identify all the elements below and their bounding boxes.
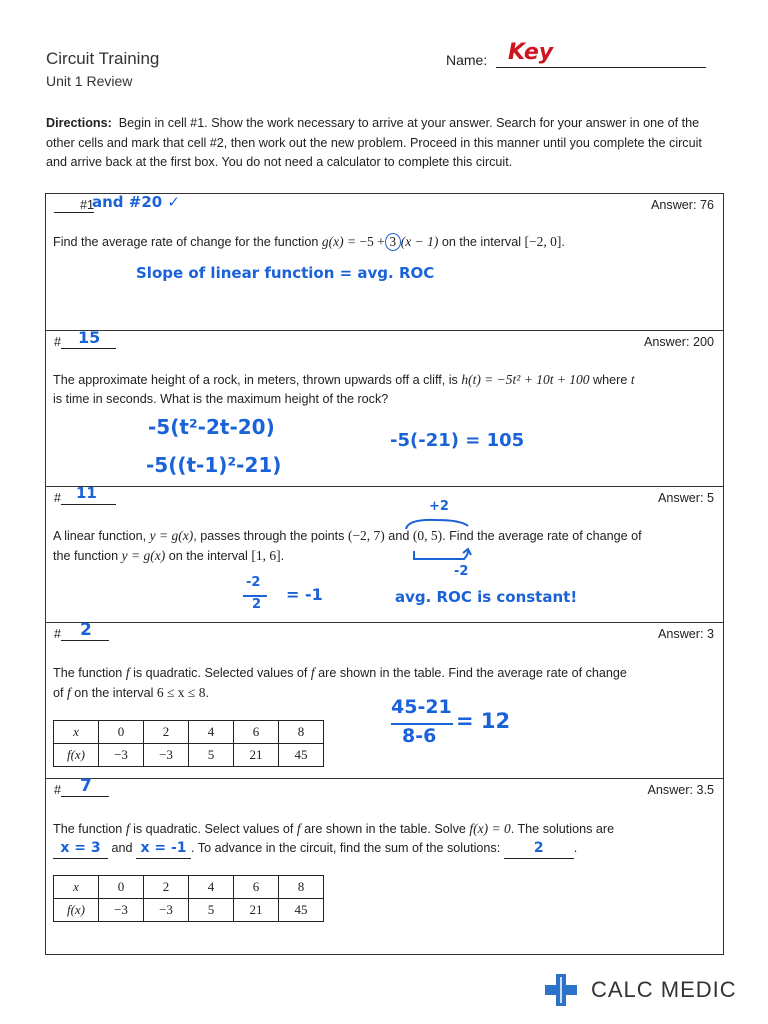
handwritten-work: -5((t-1)²-21) <box>146 453 282 477</box>
handwritten-cell-number: 7 <box>80 776 92 796</box>
cell-answer: Answer: 5 <box>658 491 714 505</box>
handwritten-work: 8-6 <box>402 725 437 747</box>
handwritten-work: Slope of linear function = avg. ROC <box>136 264 435 282</box>
values-table <box>53 875 324 922</box>
circuit-cell-2 <box>45 330 724 487</box>
bracket-arrows-icon <box>396 515 476 565</box>
handwritten-work: = 12 <box>456 709 511 733</box>
circled-slope: 3 <box>385 233 401 251</box>
solution-blank-1: x = 3 <box>53 839 108 859</box>
question-text: Find the average rate of change for the function g(x) = −5 + 3 (x − 1) on the interval [−2, 0]. <box>53 234 565 249</box>
calc-medic-logo <box>545 974 737 1006</box>
question-text: The approximate height of a rock, in meters, thrown upwards off a cliff, is h(t) = −5t² + 10t + 100 where t is time in seconds. What is the maximum height of the rock? <box>53 372 635 406</box>
name-handwritten-key: Key <box>508 40 554 65</box>
circuit-cell-3 <box>45 486 724 623</box>
directions <box>46 114 726 173</box>
cell-answer: Answer: 3.5 <box>647 783 714 797</box>
circuit-cell-4 <box>45 622 724 779</box>
handwritten-cell-number: 15 <box>78 328 101 347</box>
cell-number: # <box>54 783 109 797</box>
cell-answer: Answer: 3 <box>658 627 714 641</box>
worksheet-title: Circuit Training <box>46 49 160 68</box>
cell-number: # <box>54 335 116 349</box>
cell-answer: Answer: 200 <box>643 335 714 349</box>
cell-number: # <box>54 627 109 641</box>
handwritten-cell-number: 2 <box>80 620 92 640</box>
table-row: f(x) −3 −3 5 21 45 <box>54 744 324 767</box>
worksheet-subtitle: Unit 1 Review <box>46 73 133 89</box>
name-line <box>496 67 706 68</box>
handwritten-work: -5(-21) = 105 <box>390 430 525 451</box>
table-row: x 0 2 4 6 8 <box>54 721 324 744</box>
values-table <box>53 720 324 767</box>
handwritten-work: avg. ROC is constant! <box>395 588 578 606</box>
handwritten-work: = -1 <box>286 585 323 604</box>
name-label: Name: <box>446 52 488 68</box>
handwritten-cell-number: 11 <box>76 484 97 502</box>
circuit-cell-5 <box>45 778 724 955</box>
handwritten-cell-number: and #20 ✓ <box>92 193 180 211</box>
handwritten-work: +2 <box>429 499 449 514</box>
circuit-cell-1 <box>45 193 724 331</box>
handwritten-work: -2 <box>246 575 261 590</box>
handwritten-work: -2 <box>454 564 469 579</box>
cell-answer: Answer: 76 <box>651 198 714 212</box>
sum-blank: 2 <box>504 839 574 859</box>
directions-label: Directions: <box>46 116 112 130</box>
logo-text: CALC MEDIC <box>591 977 737 1002</box>
table-row: x 0 2 4 6 8 <box>54 876 324 899</box>
handwritten-work: 2 <box>252 597 262 612</box>
solution-blank-2: x = -1 <box>136 839 191 859</box>
question-text: A linear function, y = g(x), passes through the points (−2, 7) and (0, 5). Find the average rate of change of the function y = g(x) on the interval [1, 6]. <box>53 528 642 563</box>
cell-number: #1 <box>54 198 94 213</box>
question-text: The function f is quadratic. Select values of f are shown in the table. Solve f(x) = 0. The solutions are x = 3 and x = -1 . To advance in the circuit, find the sum of the solutions: 2 . <box>53 819 614 859</box>
table-row: f(x) −3 −3 5 21 45 <box>54 899 324 922</box>
handwritten-work: -5(t²-2t-20) <box>148 415 275 439</box>
directions-text: Begin in cell #1. Show the work necessary to arrive at your answer. Search for your answer in one of the other cells and mark that cell #2, then work out the new problem. Proceed in this manner until you complete the circuit and arrive back at the first box. You do not need a calculator to complete this circuit. <box>46 116 702 169</box>
medical-cross-icon <box>545 974 577 1006</box>
handwritten-work: 45-21 <box>391 696 452 718</box>
cell-number: # <box>54 491 116 505</box>
question-text: The function f is quadratic. Selected values of f are shown in the table. Find the average rate of change of f on the interval 6 ≤ x ≤ 8. <box>53 665 627 700</box>
